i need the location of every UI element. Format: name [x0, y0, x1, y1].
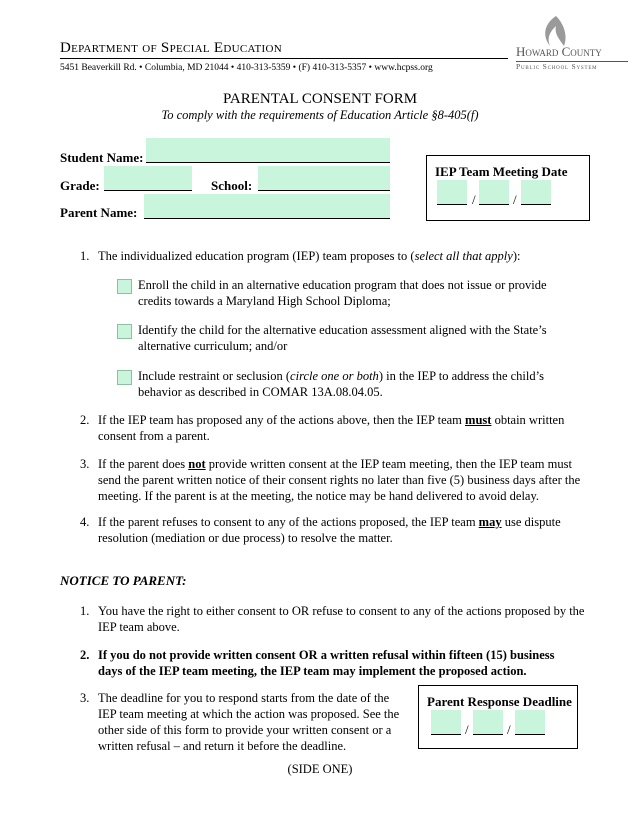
option-restraint-text: Include restraint or seclusion (circle one or both) in the IEP to address the child’s behavior as described in COMAR 13A.08.04.05. — [138, 369, 544, 399]
iep-meeting-date-box — [426, 155, 590, 221]
iep-date-month-field[interactable] — [437, 180, 467, 205]
parent-name-field[interactable] — [144, 194, 390, 219]
deadline-day-field[interactable] — [473, 710, 503, 735]
notice-3-text: The deadline for you to respond starts from the date of the IEP team meeting at which the action was proposed. See the other side of this form to provide your written consent or a written refusal – and return it before the deadline. — [98, 691, 400, 753]
header-address: 5451 Beaverkill Rd. • Columbia, MD 21044 • 410-313-5359 • (F) 410-313-5357 • www.hcpss.org — [60, 63, 433, 73]
iep-date-year-field[interactable] — [521, 180, 551, 205]
option-alt-program-text: Enroll the child in an alternative education program that does not issue or provide credits towards a Maryland High School Diploma; — [138, 278, 547, 308]
student-name-label: Student Name: — [60, 150, 144, 165]
item-2-text: If the IEP team has proposed any of the actions above, then the IEP team must obtain written consent from a parent. — [98, 413, 565, 443]
notice-2-number: 2. — [80, 648, 90, 662]
item-3-text: If the parent does not provide written consent at the IEP team meeting, then the IEP team must send the parent written notice of their consent rights no later than five (5) business days after the meeting. If the parent is at the meeting, the notice may be hand delivered to avoid delay. — [98, 457, 581, 503]
hcpss-logo — [508, 14, 628, 74]
item-1-number: 1. — [80, 249, 90, 263]
deadline-sep1: / — [465, 722, 469, 737]
department-title: Department of Special Education — [60, 40, 282, 56]
item-2-number: 2. — [80, 413, 90, 427]
option-alt-assessment-text: Identify the child for the alternative education assessment aligned with the State’s alternative curriculum; and/or — [138, 323, 547, 353]
notice-1-number: 1. — [80, 604, 90, 618]
notice-3-number: 3. — [80, 691, 90, 705]
deadline-sep2: / — [507, 722, 511, 737]
grade-field[interactable] — [104, 166, 192, 191]
iep-date-sep2: / — [513, 192, 517, 207]
deadline-month-field[interactable] — [431, 710, 461, 735]
grade-label: Grade: — [60, 178, 100, 193]
item-1-text: The individualized education program (IEP) team proposes to (select all that apply): — [98, 249, 521, 263]
parent-response-deadline-box — [418, 685, 578, 749]
deadline-year-field[interactable] — [515, 710, 545, 735]
item-4-number: 4. — [80, 515, 90, 529]
student-name-field[interactable] — [146, 138, 390, 163]
form-subtitle: To comply with the requirements of Education Article §8-405(f) — [161, 108, 479, 122]
option-alt-assessment-checkbox[interactable] — [117, 324, 132, 339]
deadline-title: Parent Response Deadline — [427, 694, 572, 709]
form-title: PARENTAL CONSENT FORM — [222, 91, 418, 107]
option-restraint-checkbox[interactable] — [117, 370, 132, 385]
side-one-label: (SIDE ONE) — [287, 762, 353, 776]
flame-icon — [534, 14, 574, 48]
iep-date-sep1: / — [472, 192, 476, 207]
option-alt-program-checkbox[interactable] — [117, 279, 132, 294]
notice-1-text: You have the right to either consent to OR refuse to consent to any of the actions proposed by the IEP team above. — [98, 604, 585, 634]
school-field[interactable] — [258, 166, 390, 191]
iep-date-day-field[interactable] — [479, 180, 509, 205]
notice-2-text: If you do not provide written consent OR a written refusal within fifteen (15) business days of the IEP team meeting, the IEP team may implement the proposed action. — [98, 648, 555, 678]
school-label: School: — [211, 178, 253, 193]
item-3-number: 3. — [80, 457, 90, 471]
logo-line2: Public School System — [516, 62, 598, 71]
iep-date-title: IEP Team Meeting Date — [435, 164, 568, 179]
logo-line1: Howard County — [516, 44, 602, 59]
notice-heading: NOTICE TO PARENT: — [60, 573, 187, 588]
header-rule — [60, 58, 508, 59]
item-4-text: If the parent refuses to consent to any of the actions proposed, the IEP team may use dispute resolution (mediation or due process) to resolve the matter. — [98, 515, 561, 545]
parent-name-label: Parent Name: — [60, 205, 138, 220]
